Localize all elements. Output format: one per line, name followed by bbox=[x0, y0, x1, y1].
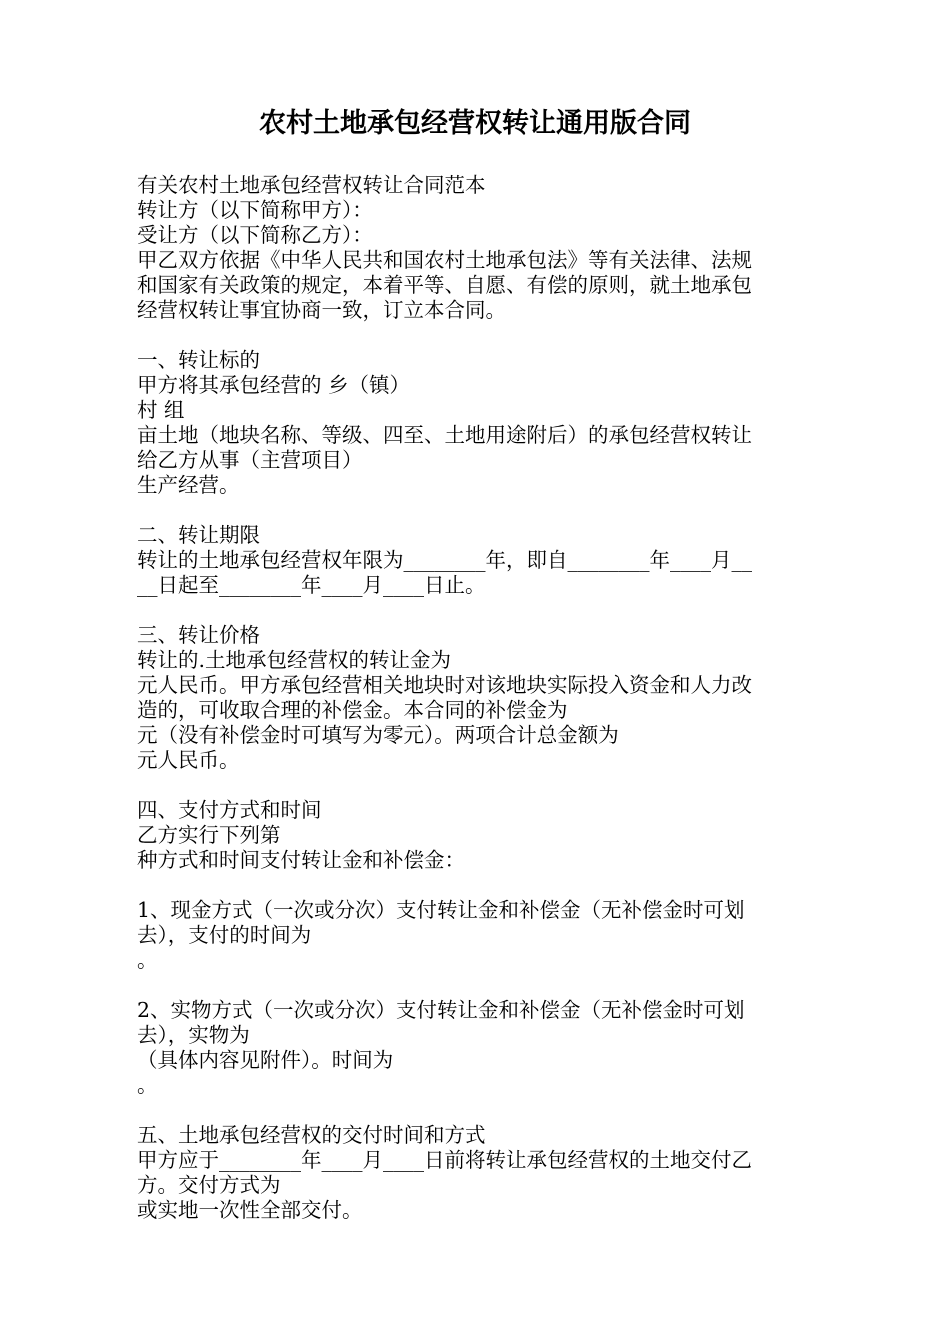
blank-line bbox=[137, 873, 827, 898]
document-body bbox=[137, 173, 827, 1223]
text-line: 元人民币。 bbox=[137, 748, 240, 772]
text-line: 甲方应于________年____月____日前将转让承包经营权的土地交付乙 bbox=[137, 1148, 752, 1172]
text-line: （具体内容见附件）。时间为 bbox=[137, 1048, 394, 1072]
text-line: 村 组 bbox=[137, 398, 185, 422]
text-line: 转让方（以下简称甲方）： bbox=[137, 198, 373, 222]
blank-line bbox=[137, 598, 827, 623]
text-line: 造的，可收取合理的补偿金。本合同的补偿金为 bbox=[137, 698, 568, 722]
text-line: 去），实物为 bbox=[137, 1023, 250, 1047]
text-line: 甲方将其承包经营的 乡（镇） bbox=[137, 373, 411, 397]
text-line: 经营权转让事宜协商一致，订立本合同。 bbox=[137, 298, 506, 322]
blank-line bbox=[137, 498, 827, 523]
text-line: 给乙方从事（主营项目） bbox=[137, 448, 363, 472]
text-line: 二、转让期限 bbox=[137, 523, 260, 547]
text-line: 转让的.土地承包经营权的转让金为 bbox=[137, 648, 452, 672]
text-line: 1、现金方式（一次或分次）支付转让金和补偿金（无补偿金时可划 bbox=[137, 898, 745, 922]
text-line: 乙方实行下列第 bbox=[137, 823, 281, 847]
text-line: 方。交付方式为 bbox=[137, 1173, 281, 1197]
text-line: 或实地一次性全部交付。 bbox=[137, 1198, 363, 1222]
text-line: 亩土地（地块名称、等级、四至、土地用途附后）的承包经营权转让 bbox=[137, 423, 752, 447]
text-line: 四、支付方式和时间 bbox=[137, 798, 322, 822]
text-line: 转让的土地承包经营权年限为________年，即自________年____月__ bbox=[137, 548, 752, 572]
text-line: 。 bbox=[137, 1073, 158, 1097]
document-title: 农村土地承包经营权转让通用版合同 bbox=[259, 108, 691, 139]
blank-line bbox=[137, 323, 827, 348]
text-line: 三、转让价格 bbox=[137, 623, 260, 647]
blank-line bbox=[137, 773, 827, 798]
text-line: 生产经营。 bbox=[137, 473, 240, 497]
blank-line bbox=[137, 973, 827, 998]
text-line: 五、土地承包经营权的交付时间和方式 bbox=[137, 1123, 486, 1147]
text-line: 有关农村土地承包经营权转让合同范本 bbox=[137, 173, 486, 197]
text-line: 一、转让标的 bbox=[137, 348, 260, 372]
text-line: 甲乙双方依据《中华人民共和国农村土地承包法》等有关法律、法规 bbox=[137, 248, 752, 272]
text-line: 元人民币。甲方承包经营相关地块时对该地块实际投入资金和人力改 bbox=[137, 673, 752, 697]
text-line: 受让方（以下简称乙方）： bbox=[137, 223, 373, 247]
text-line: 。 bbox=[137, 948, 158, 972]
text-line: 去），支付的时间为 bbox=[137, 923, 312, 947]
text-line: 种方式和时间支付转让金和补偿金： bbox=[137, 848, 465, 872]
text-line: __日起至________年____月____日止。 bbox=[137, 573, 486, 597]
blank-line bbox=[137, 1098, 827, 1123]
text-line: 2、实物方式（一次或分次）支付转让金和补偿金（无补偿金时可划 bbox=[137, 998, 745, 1022]
text-line: 元（没有补偿金时可填写为零元）。两项合计总金额为 bbox=[137, 723, 619, 747]
text-line: 和国家有关政策的规定，本着平等、自愿、有偿的原则，就土地承包 bbox=[137, 273, 752, 297]
